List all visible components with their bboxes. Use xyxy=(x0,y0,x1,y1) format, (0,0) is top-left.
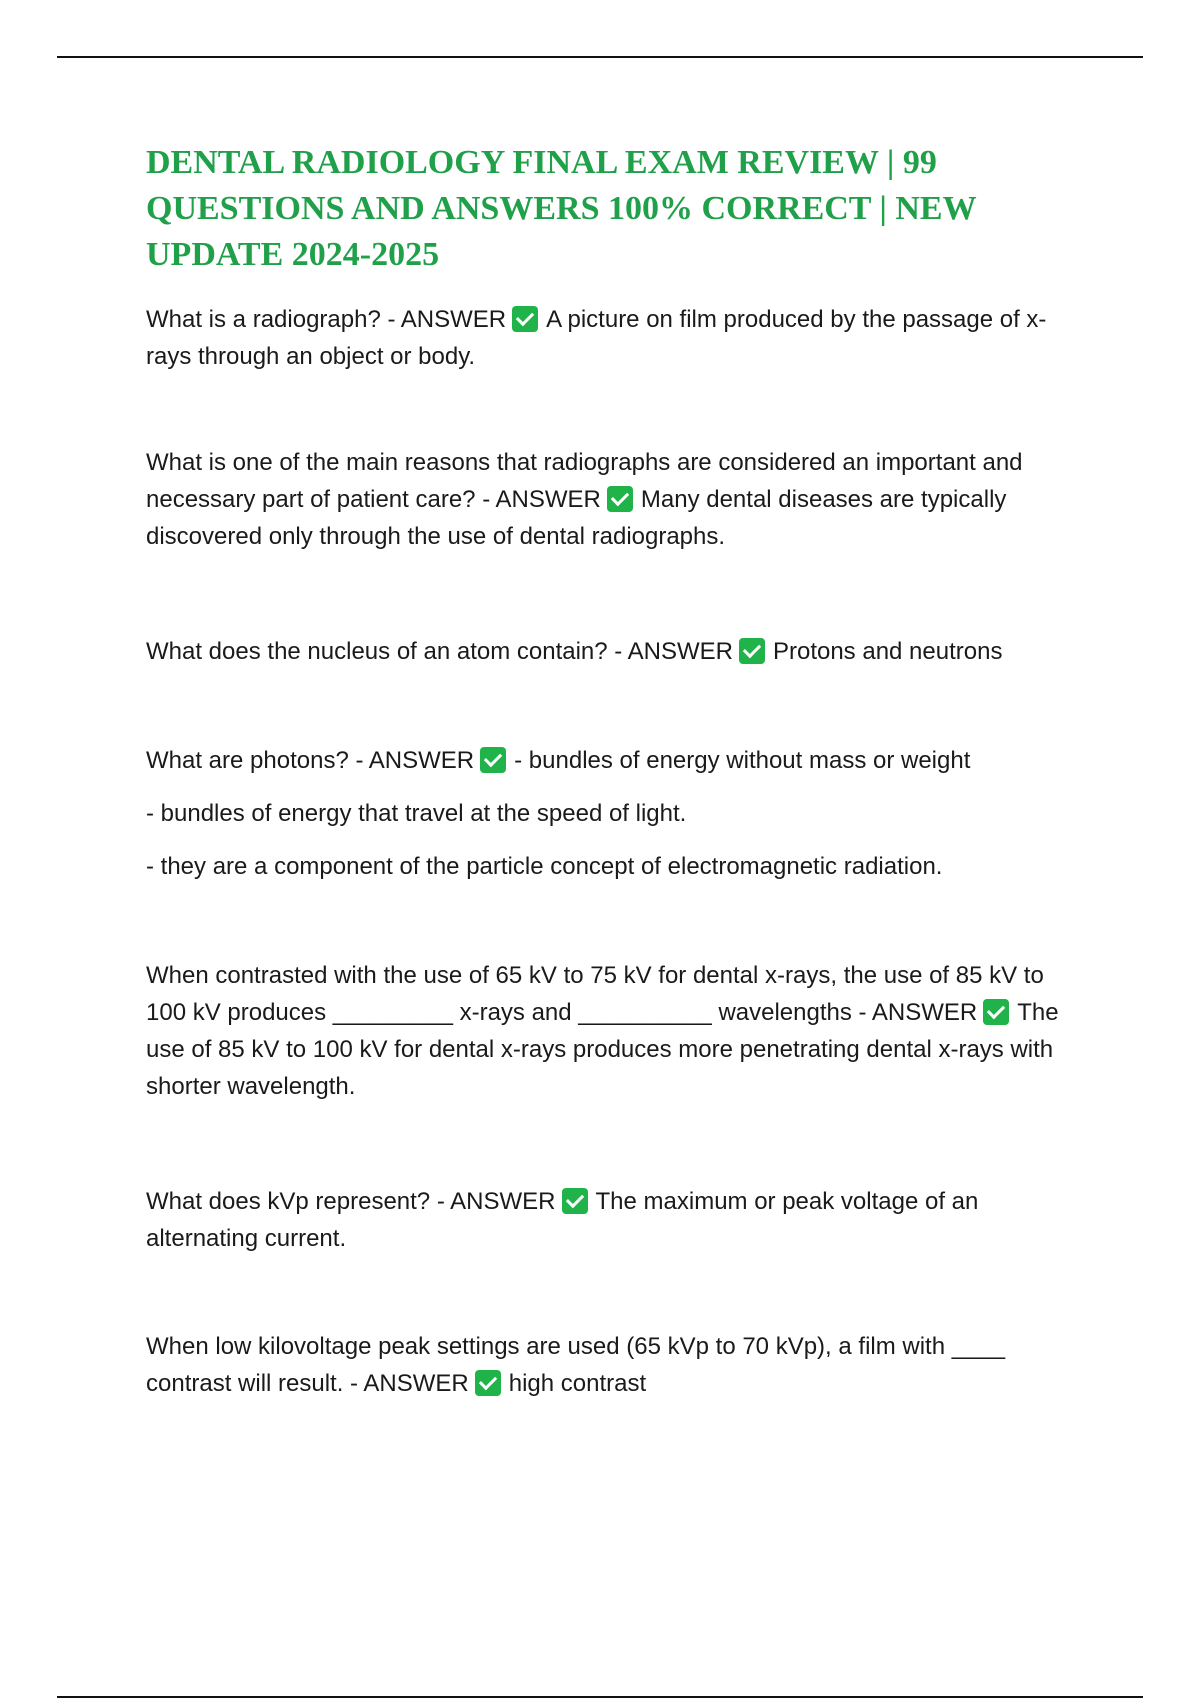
bottom-rule xyxy=(57,1696,1143,1698)
question-text: What is a radiograph? - ANSWER xyxy=(146,306,507,333)
question-text: What are photons? - ANSWER xyxy=(146,747,475,774)
question-text: What is one of the main reasons that radiographs are considered an important and necessary part of patient care? - ANSWER xyxy=(146,449,1023,513)
check-mark-icon xyxy=(562,1188,588,1214)
answer-text: - bundles of energy without mass or weight xyxy=(514,747,971,774)
question-text: What does the nucleus of an atom contain? - ANSWER xyxy=(146,638,733,665)
qa-item-2 xyxy=(146,444,1086,555)
check-mark-icon xyxy=(512,306,538,332)
answer-text: high contrast xyxy=(508,1370,647,1397)
qa-item-5 xyxy=(146,957,1086,1105)
check-mark-icon xyxy=(607,486,633,512)
answer-text: The use of 85 kV to 100 kV for dental x-rays produces more penetrating dental x-rays with shorter wavelength. xyxy=(146,999,1059,1100)
question-text: What does kVp represent? - ANSWER xyxy=(146,1188,556,1215)
document-title: DENTAL RADIOLOGY FINAL EXAM REVIEW | 99 QUESTIONS AND ANSWERS 100% CORRECT | NEW UPDATE 2024-2025 xyxy=(146,144,976,273)
qa-item-1 xyxy=(146,301,1086,375)
answer-text: A picture on film produced by the passage of x-rays through an object or body. xyxy=(146,306,1047,370)
qa-item-6 xyxy=(146,1183,1086,1257)
check-mark-icon xyxy=(739,638,765,664)
qa-line xyxy=(146,742,1086,779)
answer-extra-line: - they are a component of the particle concept of electromagnetic radiation. xyxy=(146,853,943,880)
answer-text: Protons and neutrons xyxy=(772,638,1003,665)
question-text: When low kilovoltage peak settings are used (65 kVp to 70 kVp), a film with ____ contrast will result. - ANSWER xyxy=(146,1333,1006,1397)
qa-item-7 xyxy=(146,1328,1086,1402)
check-mark-icon xyxy=(983,999,1009,1025)
answer-text: The maximum or peak voltage of an alternating current. xyxy=(146,1188,979,1252)
check-mark-icon xyxy=(475,1370,501,1396)
top-rule xyxy=(57,56,1143,58)
qa-item-3 xyxy=(146,633,1086,670)
answer-extra-line: - bundles of energy that travel at the speed of light. xyxy=(146,800,687,827)
answer-text: Many dental diseases are typically discovered only through the use of dental radiographs. xyxy=(146,486,1007,550)
question-text: When contrasted with the use of 65 kV to 75 kV for dental x-rays, the use of 85 kV to 100 kV produces _________ x-rays and __________ wavelengths - ANSWER xyxy=(146,962,1044,1026)
qa-item-4 xyxy=(146,742,1086,885)
document-header xyxy=(146,140,1086,278)
check-mark-icon xyxy=(480,747,506,773)
